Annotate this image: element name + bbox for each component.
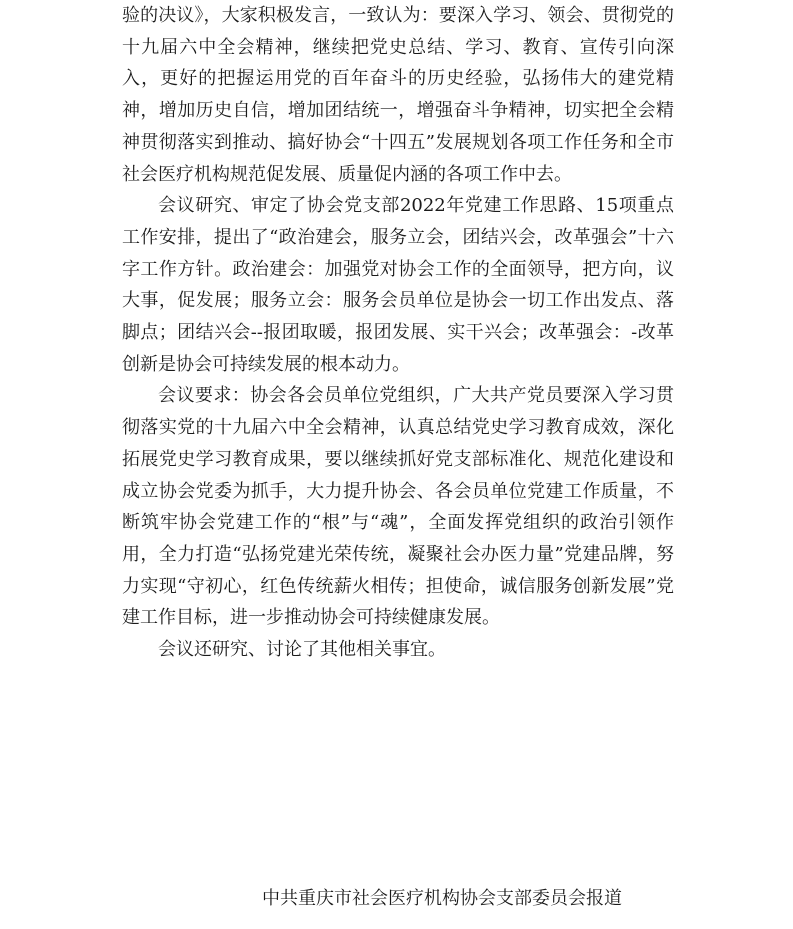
paragraph-resolution-discussion: 验的决议》，大家积极发言，一致认为：要深入学习、领会、贯彻党的十九届六中全会精神，继续把党史总结、学习、教育、宣传引向深入，更好的把握运用党的百年奋斗的历史经验，弘扬伟大的建党精神，增加历史自信，增加团结统一，增强奋斗争精神，切实把全会精神贯彻落实到推动、搞好协会“十四五”发展规划各项工作任务和全市社会医疗机构规范促发展、质量促内涵的各项工作中去。 [122,5,674,185]
paragraph-work-plan: 会议研究、审定了协会党支部2022年党建工作思路、15项重点工作安排，提出了“政治建会，服务立会，团结兴会，改革强会”十六字工作方针。政治建会：加强党对协会工作的全面领导，把方向，议大事，促发展；服务立会：服务会员单位是协会一切工作出发点、落脚点；团结兴会--报团取暖，报团发展、实干兴会；改革强会：-改革创新是协会可持续发展的根本动力。 [122,195,674,375]
paragraph-other-matters: 会议还研究、讨论了其他相关事宜。 [158,639,446,661]
report-signature: 中共重庆市社会医疗机构协会支部委员会报道 [262,888,622,909]
article-body [122,0,674,666]
paragraph-meeting-requirements: 会议要求：协会各会员单位党组织，广大共产党员要深入学习贯彻落实党的十九届六中全会精神，认真总结党史学习教育成效，深化拓展党史学习教育成果，要以继续抓好党支部标准化、规范化建设和成立协会党委为抓手，大力提升协会、各会员单位党建工作质量，不断筑牢协会党建工作的“根”与“魂”，全面发挥党组织的政治引领作用，全力打造“弘扬党建光荣传统，凝聚社会办医力量”党建品牌，努力实现“守初心，红色传统薪火相传；担使命，诚信服务创新发展”党建工作目标，进一步推动协会可持续健康发展。 [122,385,674,629]
